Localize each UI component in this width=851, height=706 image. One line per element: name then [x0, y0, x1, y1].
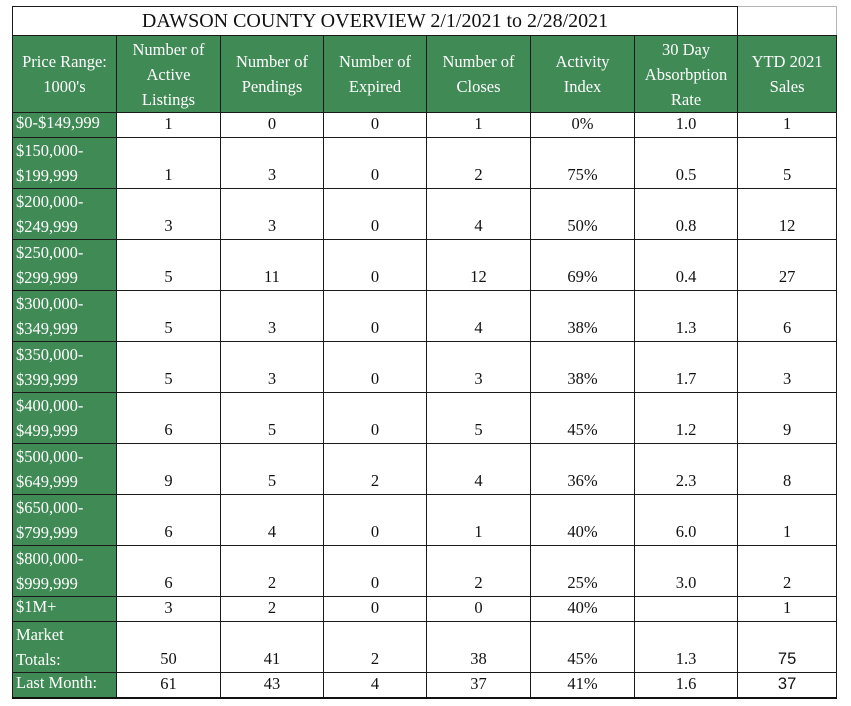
- price-range-cell: $350,000- $399,999: [13, 342, 117, 393]
- pendings-cell: 0: [221, 113, 324, 138]
- absorption-cell: [635, 597, 738, 622]
- expired-cell: 2: [324, 444, 427, 495]
- report-title: DAWSON COUNTY OVERVIEW 2/1/2021 to 2/28/2021: [13, 7, 738, 36]
- closes-cell: 2: [427, 138, 531, 189]
- expired-cell: 0: [324, 393, 427, 444]
- closes-cell: 3: [427, 342, 531, 393]
- table-row: [13, 444, 837, 495]
- ytd-cell: 3: [738, 342, 837, 393]
- closes-cell: 5: [427, 393, 531, 444]
- header-absorption-rate: 30 Day Absorbption Rate: [635, 36, 738, 113]
- active-cell: 6: [117, 393, 221, 444]
- header-expired: Number of Expired: [324, 36, 427, 113]
- active-cell: 3: [117, 597, 221, 622]
- expired-cell: 0: [324, 597, 427, 622]
- closes-cell: 4: [427, 444, 531, 495]
- active-cell: 6: [117, 495, 221, 546]
- ytd-cell: 8: [738, 444, 837, 495]
- expired-cell: 0: [324, 113, 427, 138]
- pendings-cell: 2: [221, 546, 324, 597]
- last-month-row: [13, 673, 837, 699]
- table-row: [13, 342, 837, 393]
- activity-cell: 50%: [531, 189, 635, 240]
- price-range-cell: $150,000- $199,999: [13, 138, 117, 189]
- closes-cell: 12: [427, 240, 531, 291]
- pendings-cell: 5: [221, 393, 324, 444]
- price-range-cell: $1M+: [13, 597, 117, 622]
- activity-cell: 40%: [531, 597, 635, 622]
- ytd-cell: 27: [738, 240, 837, 291]
- ytd-cell: 12: [738, 189, 837, 240]
- totals-ytd: 75: [738, 622, 837, 673]
- price-range-cell: $650,000- $799,999: [13, 495, 117, 546]
- closes-cell: 2: [427, 546, 531, 597]
- activity-cell: 75%: [531, 138, 635, 189]
- table-row: [13, 495, 837, 546]
- overview-report: [12, 6, 836, 699]
- active-cell: 1: [117, 138, 221, 189]
- ytd-cell: 9: [738, 393, 837, 444]
- title-blank-cell: [738, 7, 837, 36]
- last-month-ytd: 37: [738, 673, 837, 699]
- totals-active: 50: [117, 622, 221, 673]
- expired-cell: 0: [324, 189, 427, 240]
- absorption-cell: 1.3: [635, 291, 738, 342]
- market-totals-row: [13, 622, 837, 673]
- activity-cell: 69%: [531, 240, 635, 291]
- absorption-cell: 1.7: [635, 342, 738, 393]
- ytd-cell: 2: [738, 546, 837, 597]
- closes-cell: 4: [427, 291, 531, 342]
- activity-cell: 36%: [531, 444, 635, 495]
- activity-cell: 38%: [531, 342, 635, 393]
- totals-activity: 45%: [531, 622, 635, 673]
- last-month-closes: 37: [427, 673, 531, 699]
- title-row: [13, 7, 837, 36]
- table-row: [13, 138, 837, 189]
- closes-cell: 0: [427, 597, 531, 622]
- absorption-cell: 3.0: [635, 546, 738, 597]
- header-price-range: Price Range: 1000's: [13, 36, 117, 113]
- totals-expired: 2: [324, 622, 427, 673]
- price-range-cell: $800,000- $999,999: [13, 546, 117, 597]
- absorption-cell: 1.0: [635, 113, 738, 138]
- pendings-cell: 3: [221, 138, 324, 189]
- totals-label: Market Totals:: [13, 622, 117, 673]
- ytd-cell: 5: [738, 138, 837, 189]
- active-cell: 1: [117, 113, 221, 138]
- expired-cell: 0: [324, 546, 427, 597]
- totals-pendings: 41: [221, 622, 324, 673]
- activity-cell: 25%: [531, 546, 635, 597]
- table-row: [13, 546, 837, 597]
- ytd-cell: 1: [738, 113, 837, 138]
- table-row: [13, 113, 837, 138]
- table-body: [13, 113, 837, 699]
- header-pendings: Number of Pendings: [221, 36, 324, 113]
- table-row: [13, 597, 837, 622]
- overview-table: [12, 6, 837, 699]
- header-active-listings: Number of Active Listings: [117, 36, 221, 113]
- closes-cell: 1: [427, 113, 531, 138]
- last-month-expired: 4: [324, 673, 427, 699]
- expired-cell: 0: [324, 495, 427, 546]
- price-range-cell: $250,000- $299,999: [13, 240, 117, 291]
- closes-cell: 4: [427, 189, 531, 240]
- expired-cell: 0: [324, 240, 427, 291]
- expired-cell: 0: [324, 291, 427, 342]
- pendings-cell: 3: [221, 342, 324, 393]
- last-month-absorption: 1.6: [635, 673, 738, 699]
- totals-closes: 38: [427, 622, 531, 673]
- price-range-cell: $0-$149,999: [13, 113, 117, 138]
- pendings-cell: 11: [221, 240, 324, 291]
- active-cell: 5: [117, 291, 221, 342]
- last-month-active: 61: [117, 673, 221, 699]
- price-range-cell: $500,000- $649,999: [13, 444, 117, 495]
- price-range-cell: $300,000- $349,999: [13, 291, 117, 342]
- pendings-cell: 2: [221, 597, 324, 622]
- header-closes: Number of Closes: [427, 36, 531, 113]
- absorption-cell: 0.8: [635, 189, 738, 240]
- header-row: [13, 36, 837, 113]
- expired-cell: 0: [324, 342, 427, 393]
- absorption-cell: 6.0: [635, 495, 738, 546]
- last-month-label: Last Month:: [13, 673, 117, 699]
- table-row: [13, 291, 837, 342]
- table-row: [13, 393, 837, 444]
- table-row: [13, 189, 837, 240]
- last-month-pendings: 43: [221, 673, 324, 699]
- activity-cell: 40%: [531, 495, 635, 546]
- header-ytd-sales: YTD 2021 Sales: [738, 36, 837, 113]
- price-range-cell: $400,000- $499,999: [13, 393, 117, 444]
- pendings-cell: 4: [221, 495, 324, 546]
- ytd-cell: 1: [738, 495, 837, 546]
- active-cell: 9: [117, 444, 221, 495]
- active-cell: 5: [117, 342, 221, 393]
- absorption-cell: 0.5: [635, 138, 738, 189]
- activity-cell: 38%: [531, 291, 635, 342]
- absorption-cell: 2.3: [635, 444, 738, 495]
- absorption-cell: 0.4: [635, 240, 738, 291]
- last-month-activity: 41%: [531, 673, 635, 699]
- activity-cell: 45%: [531, 393, 635, 444]
- pendings-cell: 3: [221, 291, 324, 342]
- activity-cell: 0%: [531, 113, 635, 138]
- active-cell: 6: [117, 546, 221, 597]
- header-activity-index: Activity Index: [531, 36, 635, 113]
- pendings-cell: 3: [221, 189, 324, 240]
- table-row: [13, 240, 837, 291]
- price-range-cell: $200,000- $249,999: [13, 189, 117, 240]
- absorption-cell: 1.2: [635, 393, 738, 444]
- ytd-cell: 1: [738, 597, 837, 622]
- expired-cell: 0: [324, 138, 427, 189]
- pendings-cell: 5: [221, 444, 324, 495]
- ytd-cell: 6: [738, 291, 837, 342]
- closes-cell: 1: [427, 495, 531, 546]
- totals-absorption: 1.3: [635, 622, 738, 673]
- active-cell: 5: [117, 240, 221, 291]
- active-cell: 3: [117, 189, 221, 240]
